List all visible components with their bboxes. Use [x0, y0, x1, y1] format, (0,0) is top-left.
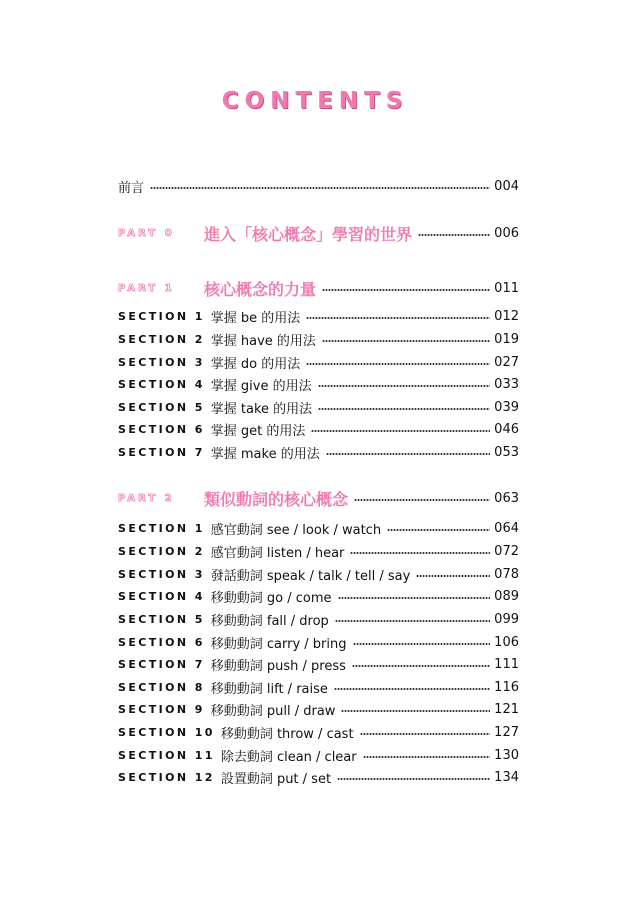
leader-dots — [360, 733, 491, 735]
toc-part-1[interactable] — [118, 278, 519, 298]
section-tag: SECTION 10 — [118, 725, 215, 739]
section-tag: SECTION 6 — [118, 422, 205, 436]
section-tag: SECTION 4 — [118, 377, 205, 391]
page-number: 012 — [494, 308, 519, 324]
leader-dots — [318, 385, 491, 387]
toc-section-entry[interactable] — [118, 442, 519, 462]
page-number: 033 — [494, 376, 519, 392]
page-number: 072 — [494, 543, 519, 559]
toc-section-entry[interactable] — [118, 586, 519, 606]
part-tag: PART 1 — [118, 282, 175, 294]
leader-dots — [418, 234, 490, 236]
toc-section-entry[interactable] — [118, 767, 519, 787]
section-title: 感官動詞 see / look / watch — [210, 522, 382, 538]
toc-part-0[interactable] — [118, 223, 519, 243]
leader-dots — [350, 552, 490, 554]
page-number: 039 — [494, 399, 519, 415]
page-number: 134 — [494, 769, 519, 785]
page-number: 063 — [494, 490, 519, 506]
toc-section-entry[interactable] — [118, 699, 519, 719]
leader-dots — [353, 643, 491, 645]
section-tag: SECTION 4 — [118, 589, 205, 603]
section-title: 移動動詞 carry / bring — [210, 636, 347, 652]
leader-dots — [341, 710, 490, 712]
toc-section-entry[interactable] — [118, 419, 519, 439]
leader-dots — [335, 620, 490, 622]
leader-dots — [150, 187, 490, 189]
section-tag: SECTION 1 — [118, 521, 205, 535]
section-title: 掌握 take 的用法 — [210, 401, 313, 417]
page-number: 106 — [494, 634, 519, 650]
toc-section-entry[interactable] — [118, 518, 519, 538]
page-number: 011 — [494, 280, 519, 296]
entry-label: 前言 — [118, 180, 145, 196]
page-number: 004 — [494, 178, 519, 194]
section-title: 移動動詞 throw / cast — [220, 726, 354, 742]
page-number: 111 — [494, 656, 519, 672]
section-tag: SECTION 12 — [118, 770, 215, 784]
toc-section-entry[interactable] — [118, 609, 519, 629]
part-title: 核心概念的力量 — [204, 279, 317, 299]
leader-dots — [322, 289, 490, 291]
section-title: 移動動詞 push / press — [210, 658, 346, 674]
section-title: 移動動詞 pull / draw — [210, 703, 336, 719]
leader-dots — [306, 317, 490, 319]
toc-section-entry[interactable] — [118, 745, 519, 765]
leader-dots — [338, 597, 491, 599]
section-tag: SECTION 7 — [118, 445, 205, 459]
page-number: 064 — [494, 520, 519, 536]
part-tag: PART 2 — [118, 492, 175, 504]
leader-dots — [311, 430, 490, 432]
toc-section-entry[interactable] — [118, 564, 519, 584]
toc-part-2[interactable] — [118, 488, 519, 508]
leader-dots — [322, 340, 490, 342]
page-number: 127 — [494, 724, 519, 740]
toc-entry-preface[interactable] — [118, 176, 519, 196]
page-title: CONTENTS — [221, 88, 409, 114]
section-tag: SECTION 1 — [118, 309, 205, 323]
page-number: 089 — [494, 588, 519, 604]
part-title: 類似動詞的核心概念 — [204, 489, 349, 509]
section-title: 移動動詞 go / come — [210, 590, 332, 606]
toc-section-entry[interactable] — [118, 397, 519, 417]
section-tag: SECTION 2 — [118, 332, 205, 346]
toc-section-entry[interactable] — [118, 632, 519, 652]
page-number: 019 — [494, 331, 519, 347]
section-title: 掌握 have 的用法 — [210, 333, 316, 349]
toc-section-entry[interactable] — [118, 677, 519, 697]
section-title: 掌握 make 的用法 — [210, 446, 320, 462]
leader-dots — [337, 778, 490, 780]
leader-dots — [354, 499, 490, 501]
section-tag: SECTION 9 — [118, 702, 205, 716]
section-tag: SECTION 2 — [118, 544, 205, 558]
section-title: 除去動詞 clean / clear — [220, 749, 357, 765]
page-number: 006 — [494, 225, 519, 241]
leader-dots — [352, 665, 490, 667]
section-title: 發話動詞 speak / talk / tell / say — [210, 568, 411, 584]
page-number: 116 — [494, 679, 519, 695]
page-number: 027 — [494, 354, 519, 370]
section-title: 感官動詞 listen / hear — [210, 545, 345, 561]
toc-section-entry[interactable] — [118, 374, 519, 394]
section-tag: SECTION 3 — [118, 567, 205, 581]
section-tag: SECTION 7 — [118, 657, 205, 671]
page-number: 046 — [494, 421, 519, 437]
part-title: 進入「核心概念」學習的世界 — [204, 224, 413, 244]
toc-section-entry[interactable] — [118, 541, 519, 561]
page-number: 099 — [494, 611, 519, 627]
page-number: 078 — [494, 566, 519, 582]
toc-section-entry[interactable] — [118, 722, 519, 742]
section-title: 掌握 be 的用法 — [210, 310, 301, 326]
section-title: 移動動詞 lift / raise — [210, 681, 328, 697]
section-title: 設置動詞 put / set — [220, 771, 332, 787]
toc-section-entry[interactable] — [118, 654, 519, 674]
leader-dots — [326, 453, 490, 455]
section-title: 掌握 get 的用法 — [210, 423, 306, 439]
leader-dots — [416, 575, 490, 577]
section-title: 移動動詞 fall / drop — [210, 613, 329, 629]
section-tag: SECTION 11 — [118, 748, 215, 762]
section-tag: SECTION 6 — [118, 635, 205, 649]
part-tag: PART 0 — [118, 227, 175, 239]
section-tag: SECTION 5 — [118, 612, 205, 626]
leader-dots — [318, 408, 490, 410]
section-tag: SECTION 5 — [118, 400, 205, 414]
page-number: 053 — [494, 444, 519, 460]
section-tag: SECTION 8 — [118, 680, 205, 694]
section-tag: SECTION 3 — [118, 355, 205, 369]
leader-dots — [334, 688, 490, 690]
page-number: 130 — [494, 747, 519, 763]
leader-dots — [306, 363, 490, 365]
toc-section-entry[interactable] — [118, 306, 519, 326]
toc-section-entry[interactable] — [118, 352, 519, 372]
leader-dots — [387, 529, 490, 531]
page-number: 121 — [494, 701, 519, 717]
leader-dots — [363, 756, 491, 758]
toc-section-entry[interactable] — [118, 329, 519, 349]
section-title: 掌握 do 的用法 — [210, 356, 301, 372]
section-title: 掌握 give 的用法 — [210, 378, 312, 394]
